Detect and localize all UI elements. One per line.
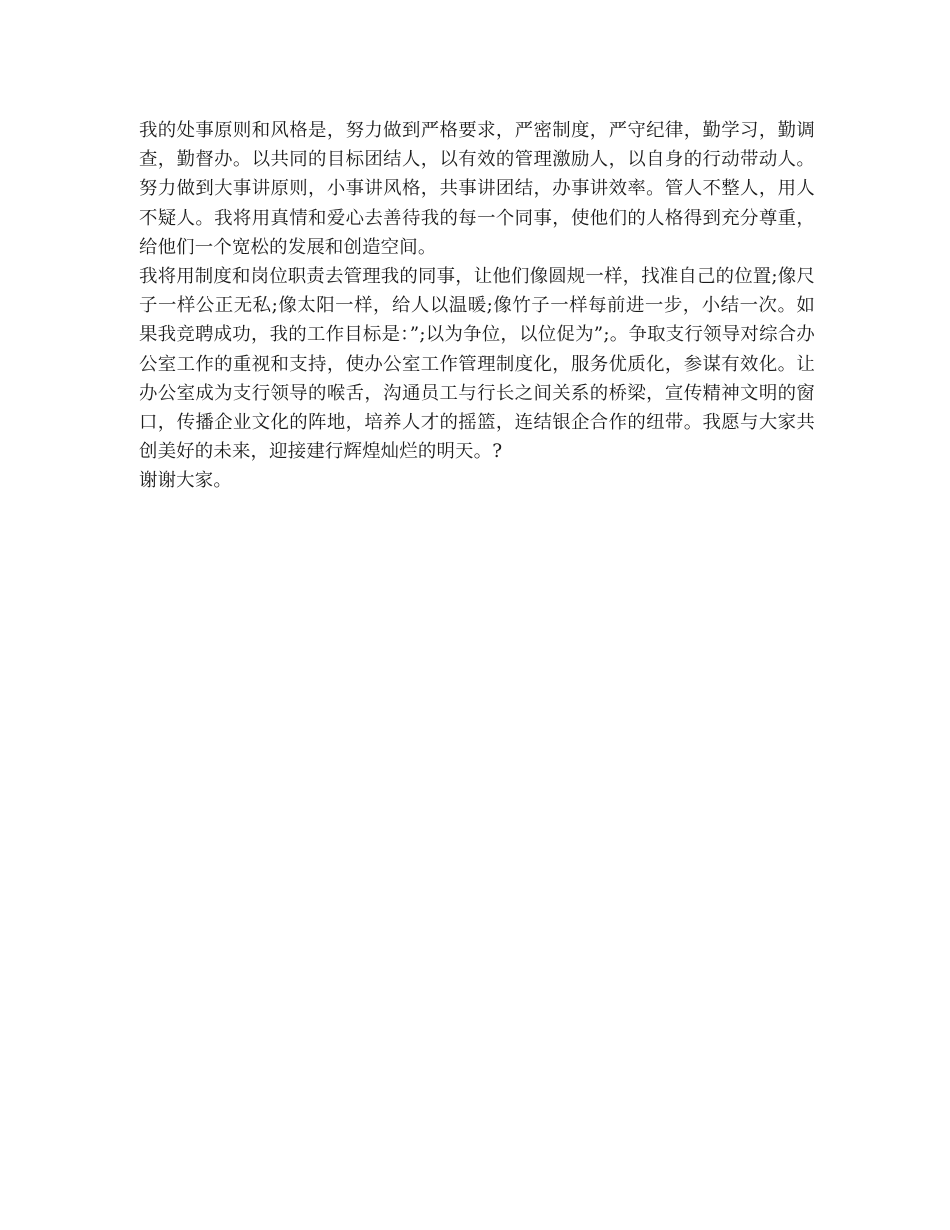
- paragraph-principles: 我的处事原则和风格是，努力做到严格要求，严密制度，严守纪律，勤学习，勤调查，勤督办。以共同的目标团结人，以有效的管理激励人，以自身的行动带动人。努力做到大事讲原则，小事讲风格，共事讲团结，办事讲效率。管人不整人，用人不疑人。我将用真情和爱心去善待我的每一个同事，使他们的人格得到充分尊重，给他们一个宽松的发展和创造空间。: [139, 120, 815, 258]
- paragraph-goals: 我将用制度和岗位职责去管理我的同事，让他们像圆规一样，找准自己的位置;像尺子一样公正无私;像太阳一样，给人以温暖;像竹子一样每前进一步，小结一次。如果我竞聘成功，我的工作目标是：”;以为争位，以位促为”;。争取支行领导对综合办公室工作的重视和支持，使办公室工作管理制度化，服务优质化，参谋有效化。让办公室成为支行领导的喉舌，沟通员工与行长之间关系的桥梁，宣传精神文明的窗口，传播企业文化的阵地，培养人才的摇篮，连结银企合作的纽带。我愿与大家共创美好的未来，迎接建行辉煌灿烂的明天。?: [139, 266, 815, 463]
- document-body: [139, 116, 815, 496]
- paragraph-thanks: 谢谢大家。: [139, 470, 232, 492]
